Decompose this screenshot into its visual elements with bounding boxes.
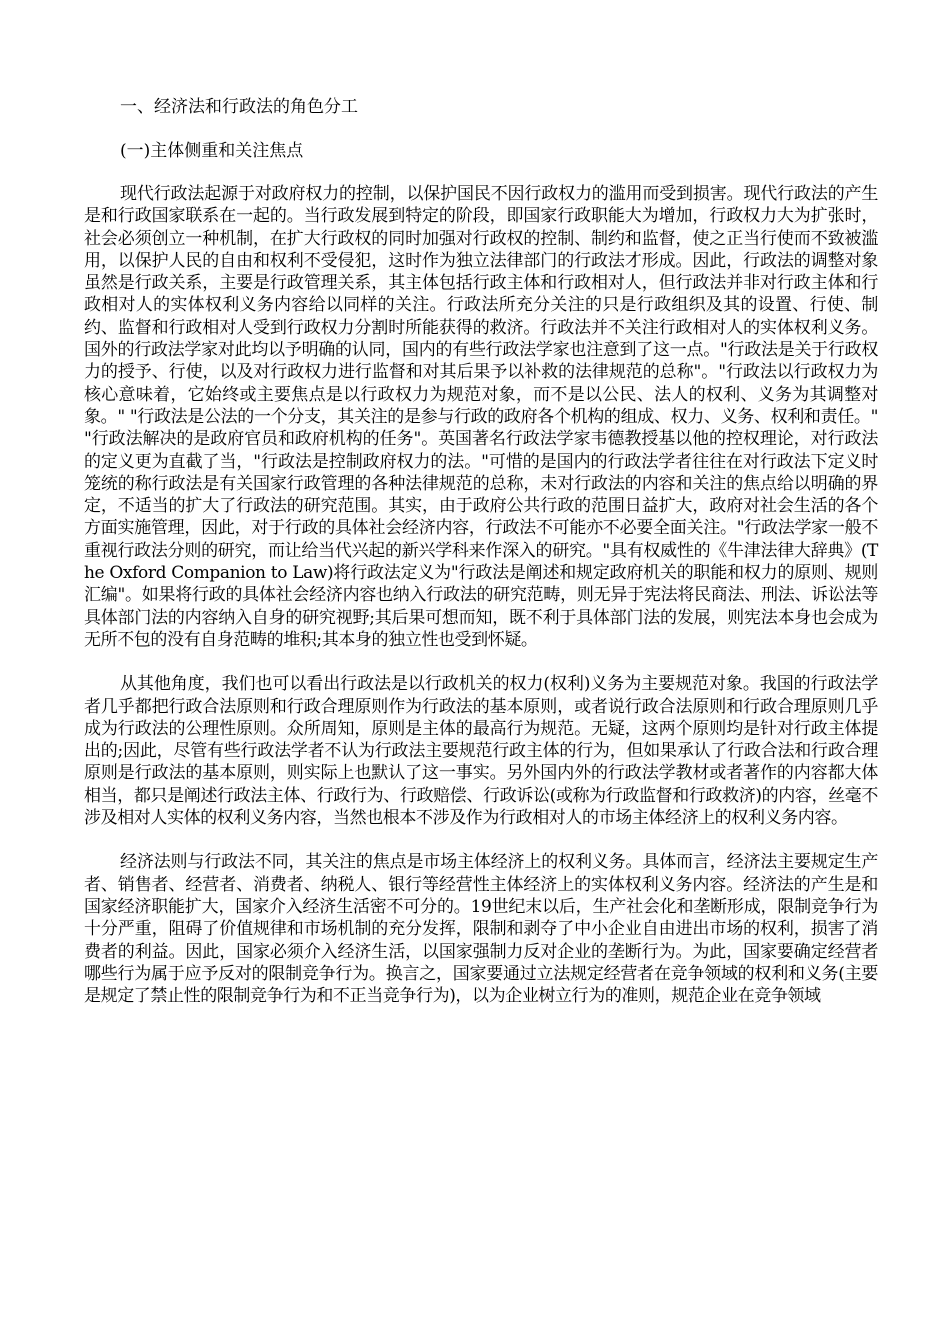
- subsection-heading: (一)主体侧重和关注焦点: [120, 141, 304, 161]
- paragraph-administrative-law-principles: 从其他角度，我们也可以看出行政法是以行政机关的权力(权利)义务为主要规范对象。我国的行政法学者几乎都把行政合法原则和行政合理原则作为行政法的基本原则，或者说行政合法原则和行政合理原则几乎成为行政法的公理性原则。众所周知，原则是主体的最高行为规范。无疑，这两个原则均是针对行政主体提出的;因此，尽管有些行政法学者不认为行政法主要规范行政主体的行为，但如果承认了行政合法和行政合理原则是行政法的基本原则，则实际上也默认了这一事实。另外国内外的行政法学教材或者著作的内容都大体相当，都只是阐述行政法主体、行政行为、行政赔偿、行政诉讼(或称为行政监督和行政救济)的内容，丝毫不涉及相对人实体的权利义务内容，当然也根本不涉及作为行政相对人的市场主体经济上的权利义务内容。: [84, 674, 878, 829]
- paragraph-economic-law-focus: 经济法则与行政法不同，其关注的焦点是市场主体经济上的权利义务。具体而言，经济法主要规定生产者、销售者、经营者、消费者、纳税人、银行等经营性主体经济上的实体权利义务内容。经济法的产生是和国家经济职能扩大，国家介入经济生活密不可分的。19世纪末以后，生产社会化和垄断形成，限制竞争行为十分严重，阻碍了价值规律和市场机制的充分发挥，限制和剥夺了中小企业自由进出市场的权利，损害了消费者的利益。因此，国家必须介入经济生活，以国家强制力反对企业的垄断行为。为此，国家要确定经营者哪些行为属于应予反对的限制竞争行为。换言之，国家要通过立法规定经营者在竞争领域的权利和义务(主要是规定了禁止性的限制竞争行为和不正当竞争行为)，以为企业树立行为的准则，规范企业在竞争领域: [84, 852, 878, 1007]
- paragraph-administrative-law-origin: 现代行政法起源于对政府权力的控制，以保护国民不因行政权力的滥用而受到损害。现代行政法的产生是和行政国家联系在一起的。当行政发展到特定的阶段，即国家行政职能大为增加，行政权力大为扩张时，社会必须创立一种机制，在扩大行政权的同时加强对行政权的控制、制约和监督，使之正当行使而不致被滥用，以保护人民的自由和权利不受侵犯，这时作为独立法律部门的行政法才形成。因此，行政法的调整对象虽然是行政关系，主要是行政管理关系，其主体包括行政主体和行政相对人，但行政法并非对行政主体和行政相对人的实体权利义务内容给以同样的关注。行政法所充分关注的只是行政组织及其的设置、行使、制约、监督和行政相对人受到行政权力分割时所能获得的救济。行政法并不关注行政相对人的实体权利义务。国外的行政法学家对此均以予明确的认同，国内的有些行政法学家也注意到了这一点。"行政法是关于行政权力的授予、行使，以及对行政权力进行监督和对其后果予以补救的法律规范的总称"。"行政法以行政权力为核心意味着，它始终或主要焦点是以行政权力为规范对象，而不是以公民、法人的权利、义务为其调整对象。" "行政法是公法的一个分支，其关注的是参与行政的政府各个机构的组成、权力、义务、权利和责任。" "行政法解决的是政府官员和政府机构的任务"。英国著名行政法学家韦德教授基以他的控权理论，对行政法的定义更为直截了当，"行政法是控制政府权力的法。"可惜的是国内的行政法学者往往在对行政法下定义时笼统的称行政法是有关国家行政管理的各种法律规范的总称，未对行政法的内容和关注的焦点给以明确的界定，不适当的扩大了行政法的研究范围。其实，由于政府公共行政的范围日益扩大，政府对社会生活的各个方面实施管理，因此，对于行政的具体社会经济内容，行政法不可能亦不必要全面关注。"行政法学家一般不重视行政法分则的研究，而让给当代兴起的新兴学科来作深入的研究。"具有权威性的《牛津法律大辞典》(The Oxford Companion to Law)将行政法定义为"行政法是阐述和规定政府机关的职能和权力的原则、规则汇编"。如果将行政的具体社会经济内容也纳入行政法的研究范畴，则无异于宪法将民商法、刑法、诉讼法等具体部门法的内容纳入自身的研究视野;其后果可想而知，既不利于具体部门法的发展，则宪法本身也会成为无所不包的没有自身范畴的堆积;其本身的独立性也受到怀疑。: [84, 184, 878, 650]
- section-heading: 一、经济法和行政法的角色分工: [120, 97, 358, 117]
